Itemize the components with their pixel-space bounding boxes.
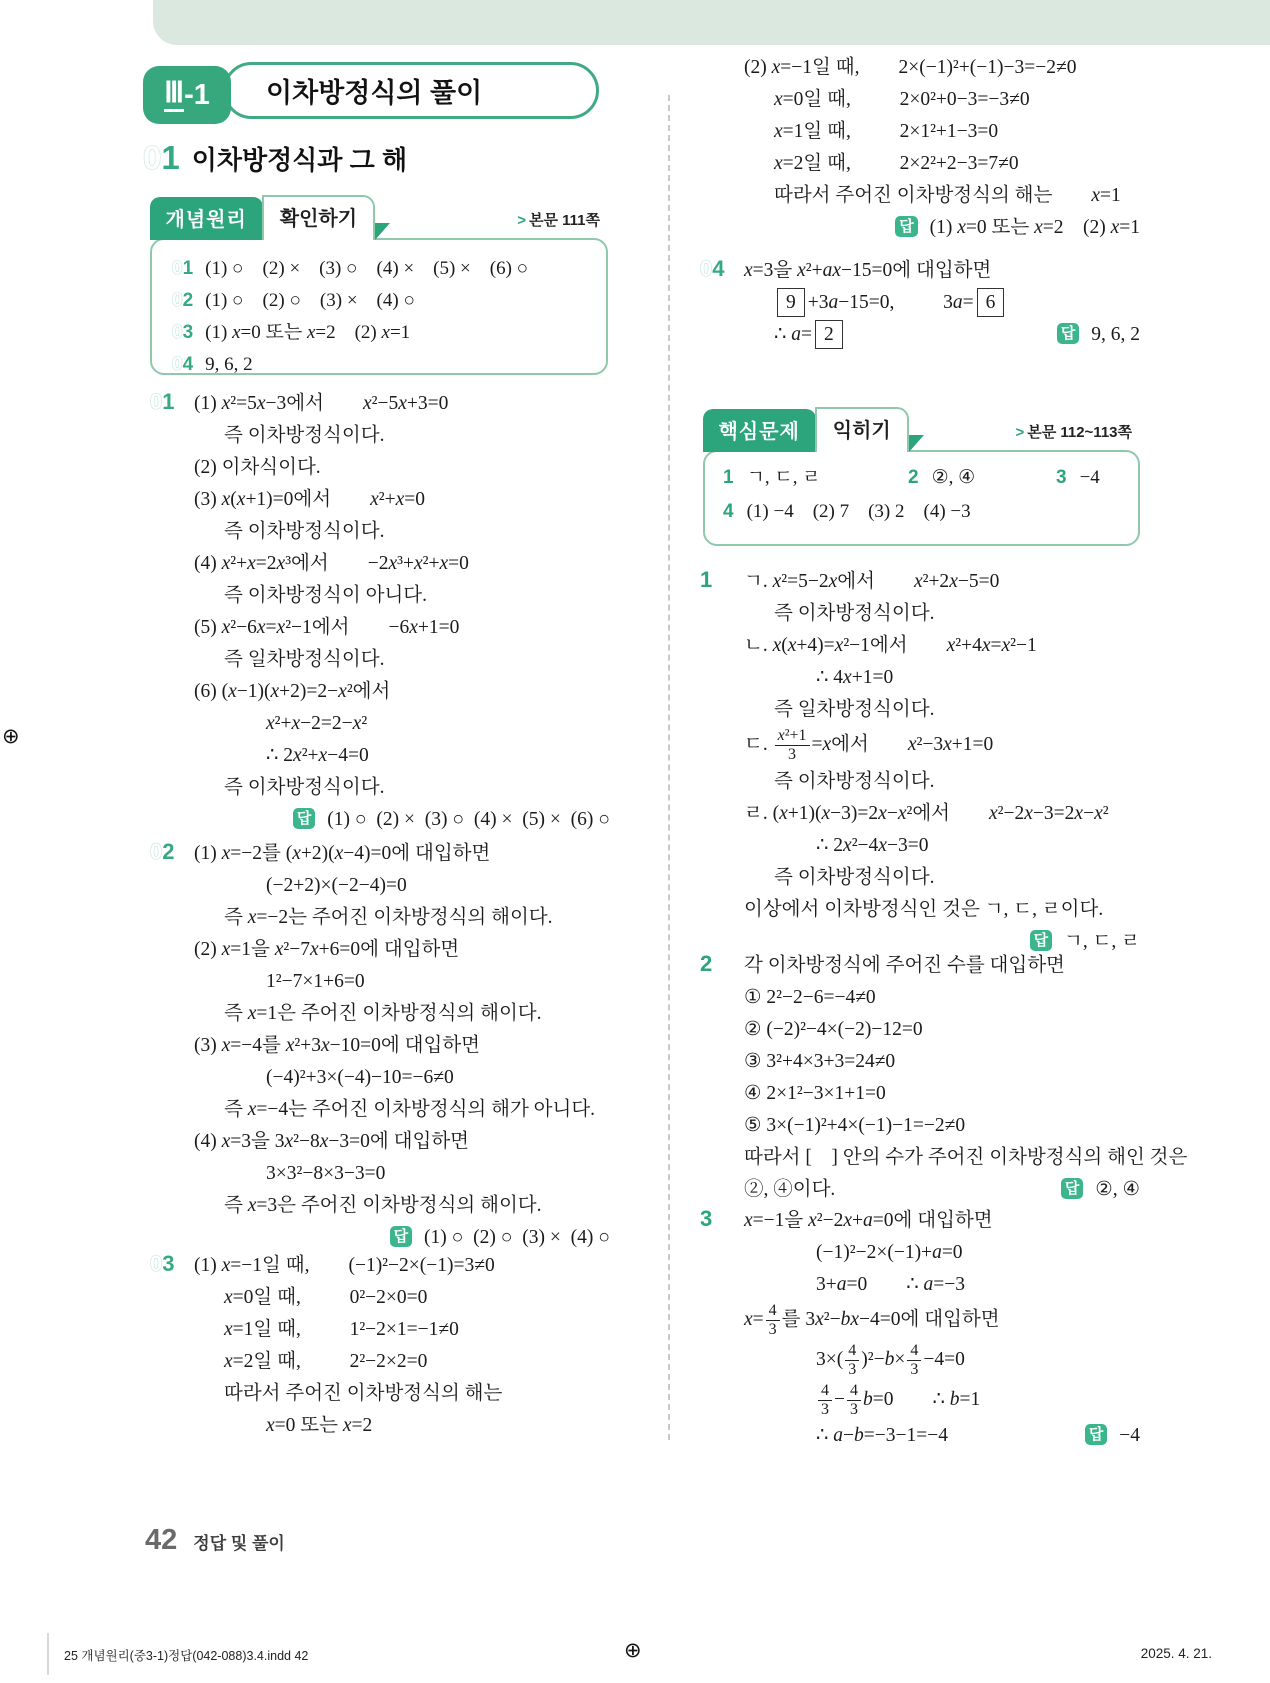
boxed-value: 2 (815, 320, 843, 349)
problem-number: 3 (700, 1206, 713, 1231)
concept-answer-number: 01 (172, 258, 194, 279)
key-answer-text: (1) −4 (2) 7 (3) 2 (4) −3 (746, 501, 971, 522)
concept-box-ref (517, 209, 600, 230)
concept-answer-number: 04 (172, 354, 194, 375)
solution-number: 03 (150, 1251, 175, 1276)
solution-lines (744, 1205, 1140, 1452)
boxed-value: 6 (977, 288, 1005, 317)
section-title: 이차방정식과 그 해 (191, 145, 408, 175)
concept-box-tab: 확인하기 (262, 195, 375, 240)
solution-line: 답 (1) x=0 또는 x=2 (2) x=1 (744, 212, 1140, 244)
solution-line: (4) x²+x=2x³에서 −2x³+x²+x=0 (194, 553, 469, 574)
solution-number: 01 (150, 389, 175, 414)
solution-line: (3) x(x+1)=0에서 x²+x=0 (194, 489, 426, 510)
key-box-tab: 익히기 (815, 407, 909, 452)
solution-line: 따라서 [ ] 안의 수가 주어진 이차방정식의 해인 것은 (744, 1147, 1188, 1168)
solution-line: 3×3²−8×3−3=0 (266, 1163, 386, 1184)
key-answers-row-1 (705, 452, 1138, 495)
solution-line: x= $\frac{4}{3}$ 를 3x²−bx−4=0에 대입하면 (744, 1302, 1000, 1339)
answer-line: 답 ②, ④ (1061, 1174, 1140, 1206)
solution-line: 즉 일차방정식이다. (774, 699, 935, 720)
page-footer (145, 1524, 285, 1557)
answer-line: 답 9, 6, 2 (1057, 319, 1140, 351)
page-number: 42 (145, 1524, 178, 1556)
solution-line: 즉 x=−2는 주어진 이차방정식의 해이다. (224, 907, 553, 928)
column-divider (668, 95, 670, 1440)
fraction: $\frac{4}{3}$ (907, 1342, 921, 1380)
key-answer-cell (908, 461, 1056, 495)
fraction: $\frac{4}{3}$ (766, 1302, 780, 1340)
solution-line: ㄴ. x(x+4)=x²−1에서 x²+4x=x²−1 (744, 635, 1037, 656)
solution-block-02 (150, 838, 610, 1254)
concept-answer-row (172, 253, 586, 285)
solution-line: 3+a=0 ∴ a=−3 (816, 1274, 966, 1295)
key-problems-box (703, 420, 1140, 546)
solution-line: (2) 이차식이다. (194, 457, 321, 478)
solution-line: x=1일 때, 2×1²+1−3=0 (774, 121, 999, 142)
concept-answer-text: 9, 6, 2 (205, 354, 253, 375)
solution-line: ∴ 2x²−4x−3=0 (816, 834, 929, 856)
solution-line: ②, ④이다. 답 ②, ④ (744, 1174, 1140, 1206)
fraction: $\frac{4}{3}$ (818, 1382, 832, 1420)
concept-box-header (150, 202, 391, 240)
fraction: $\frac{4}{3}$ (847, 1382, 861, 1420)
key-answer-number: 1 (723, 467, 734, 488)
chevron-right-icon: > (517, 212, 526, 229)
solution-line: 즉 이차방정식이다. (224, 521, 385, 542)
key-box-ref (1015, 421, 1132, 442)
solution-line: (6) (x−1)(x+2)=2−x²에서 (194, 681, 391, 702)
concept-answer-text: (1) x=0 또는 x=2 (2) x=1 (205, 322, 411, 343)
problem-block-2 (700, 950, 1188, 1206)
solution-line: 답 (1) ○ (2) × (3) ○ (4) × (5) × (6) ○ (194, 804, 610, 836)
solution-block-04 (700, 255, 1140, 351)
solution-line: ∴ a−b=−3−1=−4 답 −4 (744, 1420, 1140, 1452)
chapter-badge (143, 66, 231, 124)
solution-line: 1²−7×1+6=0 (266, 971, 365, 992)
chapter-title-pill (223, 62, 599, 119)
solution-line: ∴ 4x+1=0 (816, 667, 894, 688)
solution-line: (−4)²+3×(−4)−10=−6≠0 (266, 1067, 454, 1088)
solution-number: 04 (700, 256, 725, 281)
solution-line: (3) x=−4를 x²+3x−10=0에 대입하면 (194, 1035, 480, 1056)
solution-block-03-continued (700, 52, 1140, 244)
concept-answer-row (172, 317, 586, 349)
solution-line: 즉 x=1은 주어진 이차방정식의 해이다. (224, 1003, 542, 1024)
solution-line: 즉 이차방정식이다. (774, 866, 935, 888)
solution-line: x=2일 때, 2×2²+2−3=7≠0 (774, 153, 1019, 174)
concept-answers (152, 240, 606, 381)
solution-line: (−2+2)×(−2−4)=0 (266, 875, 407, 896)
solution-line: 즉 x=3은 주어진 이차방정식의 해이다. (224, 1195, 542, 1216)
solution-line: 즉 일차방정식이다. (224, 649, 385, 670)
solution-line: 즉 이차방정식이다. (224, 425, 385, 446)
key-answer-number: 4 (723, 501, 734, 522)
solution-lines (744, 52, 1140, 244)
solution-line: x=0일 때, 0²−2×0=0 (224, 1287, 428, 1308)
solution-line: x=2일 때, 2²−2×2=0 (224, 1351, 428, 1372)
answer-badge: 답 (1057, 323, 1080, 344)
solution-line: x²+x−2=2−x² (266, 713, 368, 734)
key-answer-text: −4 (1079, 467, 1100, 488)
concept-box-label: 개념원리 (150, 197, 263, 240)
concept-box-ref-text: 본문 111쪽 (528, 212, 600, 229)
solution-line: ⑤ 3×(−1)²+4×(−1)−1=−2≠0 (744, 1115, 966, 1136)
problem-block-1 (700, 566, 1140, 958)
solution-line: x=1일 때, 1²−2×1=−1≠0 (224, 1319, 459, 1340)
solution-number (700, 52, 744, 244)
chapter-badge-roman: Ⅲ (164, 78, 184, 111)
solution-line: 각 이차방정식에 주어진 수를 대입하면 (744, 955, 1065, 976)
crop-tick (47, 1633, 49, 1675)
solution-line: 즉 이차방정식이 아니다. (224, 585, 427, 606)
concept-answer-text: (1) ○ (2) × (3) ○ (4) × (5) × (6) ○ (205, 258, 529, 279)
key-answer-cell (723, 461, 908, 495)
problem-number: 2 (700, 951, 713, 976)
key-box-header (703, 414, 924, 452)
key-answer-cell (723, 495, 971, 529)
solution-line: ㄹ. (x+1)(x−3)=2x−x²에서 x²−2x−3=2x−x² (744, 802, 1109, 824)
concept-answer-number: 02 (172, 290, 194, 311)
problem-block-3 (700, 1205, 1140, 1452)
key-answer-number: 3 (1056, 467, 1067, 488)
answer-badge: 답 (293, 808, 316, 829)
solution-line: ③ 3²+4×3+3=24≠0 (744, 1051, 896, 1072)
solution-line: 따라서 주어진 이차방정식의 해는 x=1 (774, 185, 1121, 206)
chapter-title: 이차방정식의 풀이 (266, 78, 483, 108)
solution-lines (194, 838, 610, 1254)
answer-badge: 답 (1085, 1424, 1108, 1445)
solution-line: 즉 이차방정식이다. (774, 603, 935, 624)
answer-badge: 답 (1061, 1178, 1084, 1199)
fraction: $\frac{4}{3}$ (845, 1342, 859, 1380)
solution-line: (1) x=−2를 (x+2)(x−4)=0에 대입하면 (194, 843, 491, 864)
solution-block-03 (150, 1250, 610, 1442)
key-answer-cell (1056, 461, 1100, 495)
answer-line: 답 −4 (1085, 1420, 1140, 1452)
answer-badge: 답 (895, 216, 918, 237)
solution-block-01 (150, 388, 610, 836)
key-box-label: 핵심문제 (703, 409, 816, 452)
concept-answer-row (172, 285, 586, 317)
tab-arrow-icon (375, 223, 390, 240)
solution-line: 이상에서 이차방정식인 것은 ㄱ, ㄷ, ㄹ이다. (744, 898, 1104, 920)
solution-line: (5) x²−6x=x²−1에서 −6x+1=0 (194, 617, 460, 638)
solution-line: ㄱ. x²=5−2x에서 x²+2x−5=0 (744, 571, 1000, 592)
fraction: $\frac{\text{x²+1}}{3}$ (775, 727, 810, 765)
key-answer-number: 2 (908, 467, 919, 488)
solution-line: ㄷ. $\frac{\text{x²+1}}{3}$ =x에서 x²−3x+1=0 (744, 727, 994, 764)
solution-line: x=−1을 x²−2x+a=0에 대입하면 (744, 1210, 993, 1231)
solution-line: 답 ㄱ, ㄷ, ㄹ (744, 926, 1140, 958)
concept-answer-number: 03 (172, 322, 194, 343)
solution-line: 즉 이차방정식이다. (774, 770, 935, 792)
solution-line: 즉 x=−4는 주어진 이차방정식의 해가 아니다. (224, 1099, 596, 1120)
key-answers-row-2 (705, 495, 1138, 529)
solution-lines (194, 388, 610, 836)
registration-mark-icon: ⊕ (624, 1638, 642, 1662)
key-answer-text: ㄱ, ㄷ, ㄹ (746, 467, 821, 488)
solution-lines (744, 950, 1188, 1206)
registration-mark-icon: ⊕ (2, 724, 20, 748)
solution-line: (1) x=−1일 때, (−1)²−2×(−1)=3≠0 (194, 1255, 495, 1276)
top-band (153, 0, 1270, 45)
key-box-ref-text: 본문 112~113쪽 (1027, 424, 1132, 441)
answer-badge: 답 (1030, 930, 1053, 951)
solution-lines (194, 1250, 610, 1442)
print-date: 2025. 4. 21. (1140, 1646, 1212, 1661)
chapter-badge-suffix: -1 (184, 78, 210, 111)
solution-lines (744, 566, 1140, 958)
answer-badge: 답 (390, 1226, 413, 1247)
page-footer-label: 정답 및 풀이 (193, 1534, 285, 1553)
solution-line: 따라서 주어진 이차방정식의 해는 (224, 1383, 503, 1404)
print-file-name: 25 개념원리(중3-1)정답(042-088)3.4.indd 42 (64, 1649, 309, 1663)
solution-line: (−1)²−2×(−1)+a=0 (816, 1242, 963, 1263)
concept-answer-row (172, 349, 586, 381)
solution-line: (2) x=1을 x²−7x+6=0에 대입하면 (194, 939, 460, 960)
solution-line: (1) x²=5x−3에서 x²−5x+3=0 (194, 393, 449, 414)
boxed-value: 9 (777, 288, 805, 317)
chevron-right-icon: > (1015, 424, 1025, 441)
concept-answer-text: (1) ○ (2) ○ (3) × (4) ○ (205, 290, 415, 311)
key-answer-text: ②, ④ (931, 467, 976, 488)
solution-line: ② (−2)²−4×(−2)−12=0 (744, 1019, 923, 1040)
section-number: 01 (143, 139, 180, 176)
solution-line: 답 (1) ○ (2) ○ (3) × (4) ○ (194, 1222, 610, 1254)
problem-number: 1 (700, 567, 713, 592)
solution-line: x=3을 x²+ax−15=0에 대입하면 (744, 260, 992, 281)
solution-line: 3×( $\frac{4}{3}$ )²−b× $\frac{4}{3}$ −4=0 (816, 1341, 965, 1379)
solution-line: (4) x=3을 3x²−8x−3=0에 대입하면 (194, 1131, 469, 1152)
solution-line: 9 +3a−15=0, 3a= 6 (744, 287, 1140, 319)
solution-line: ∴ 2x²+x−4=0 (266, 745, 369, 766)
concept-check-box (150, 208, 608, 375)
solution-line: ① 2²−2−6=−4≠0 (744, 987, 876, 1008)
solution-line: ∴ a= 2 답 9, 6, 2 (744, 319, 1140, 351)
solution-line: (2) x=−1일 때, 2×(−1)²+(−1)−3=−2≠0 (744, 57, 1077, 78)
solution-lines (744, 255, 1140, 351)
solution-line: x=0 또는 x=2 (266, 1415, 373, 1436)
solution-line: ④ 2×1²−3×1+1=0 (744, 1083, 886, 1104)
tab-arrow-icon (909, 435, 924, 452)
solution-line: 즉 이차방정식이다. (224, 777, 385, 798)
section-heading (143, 139, 407, 177)
solution-line: $\frac{4}{3}$ − $\frac{4}{3}$ b=0 ∴ b=1 (744, 1381, 1140, 1421)
solution-number: 02 (150, 839, 175, 864)
solution-line: x=0일 때, 2×0²+0−3=−3≠0 (774, 89, 1030, 110)
